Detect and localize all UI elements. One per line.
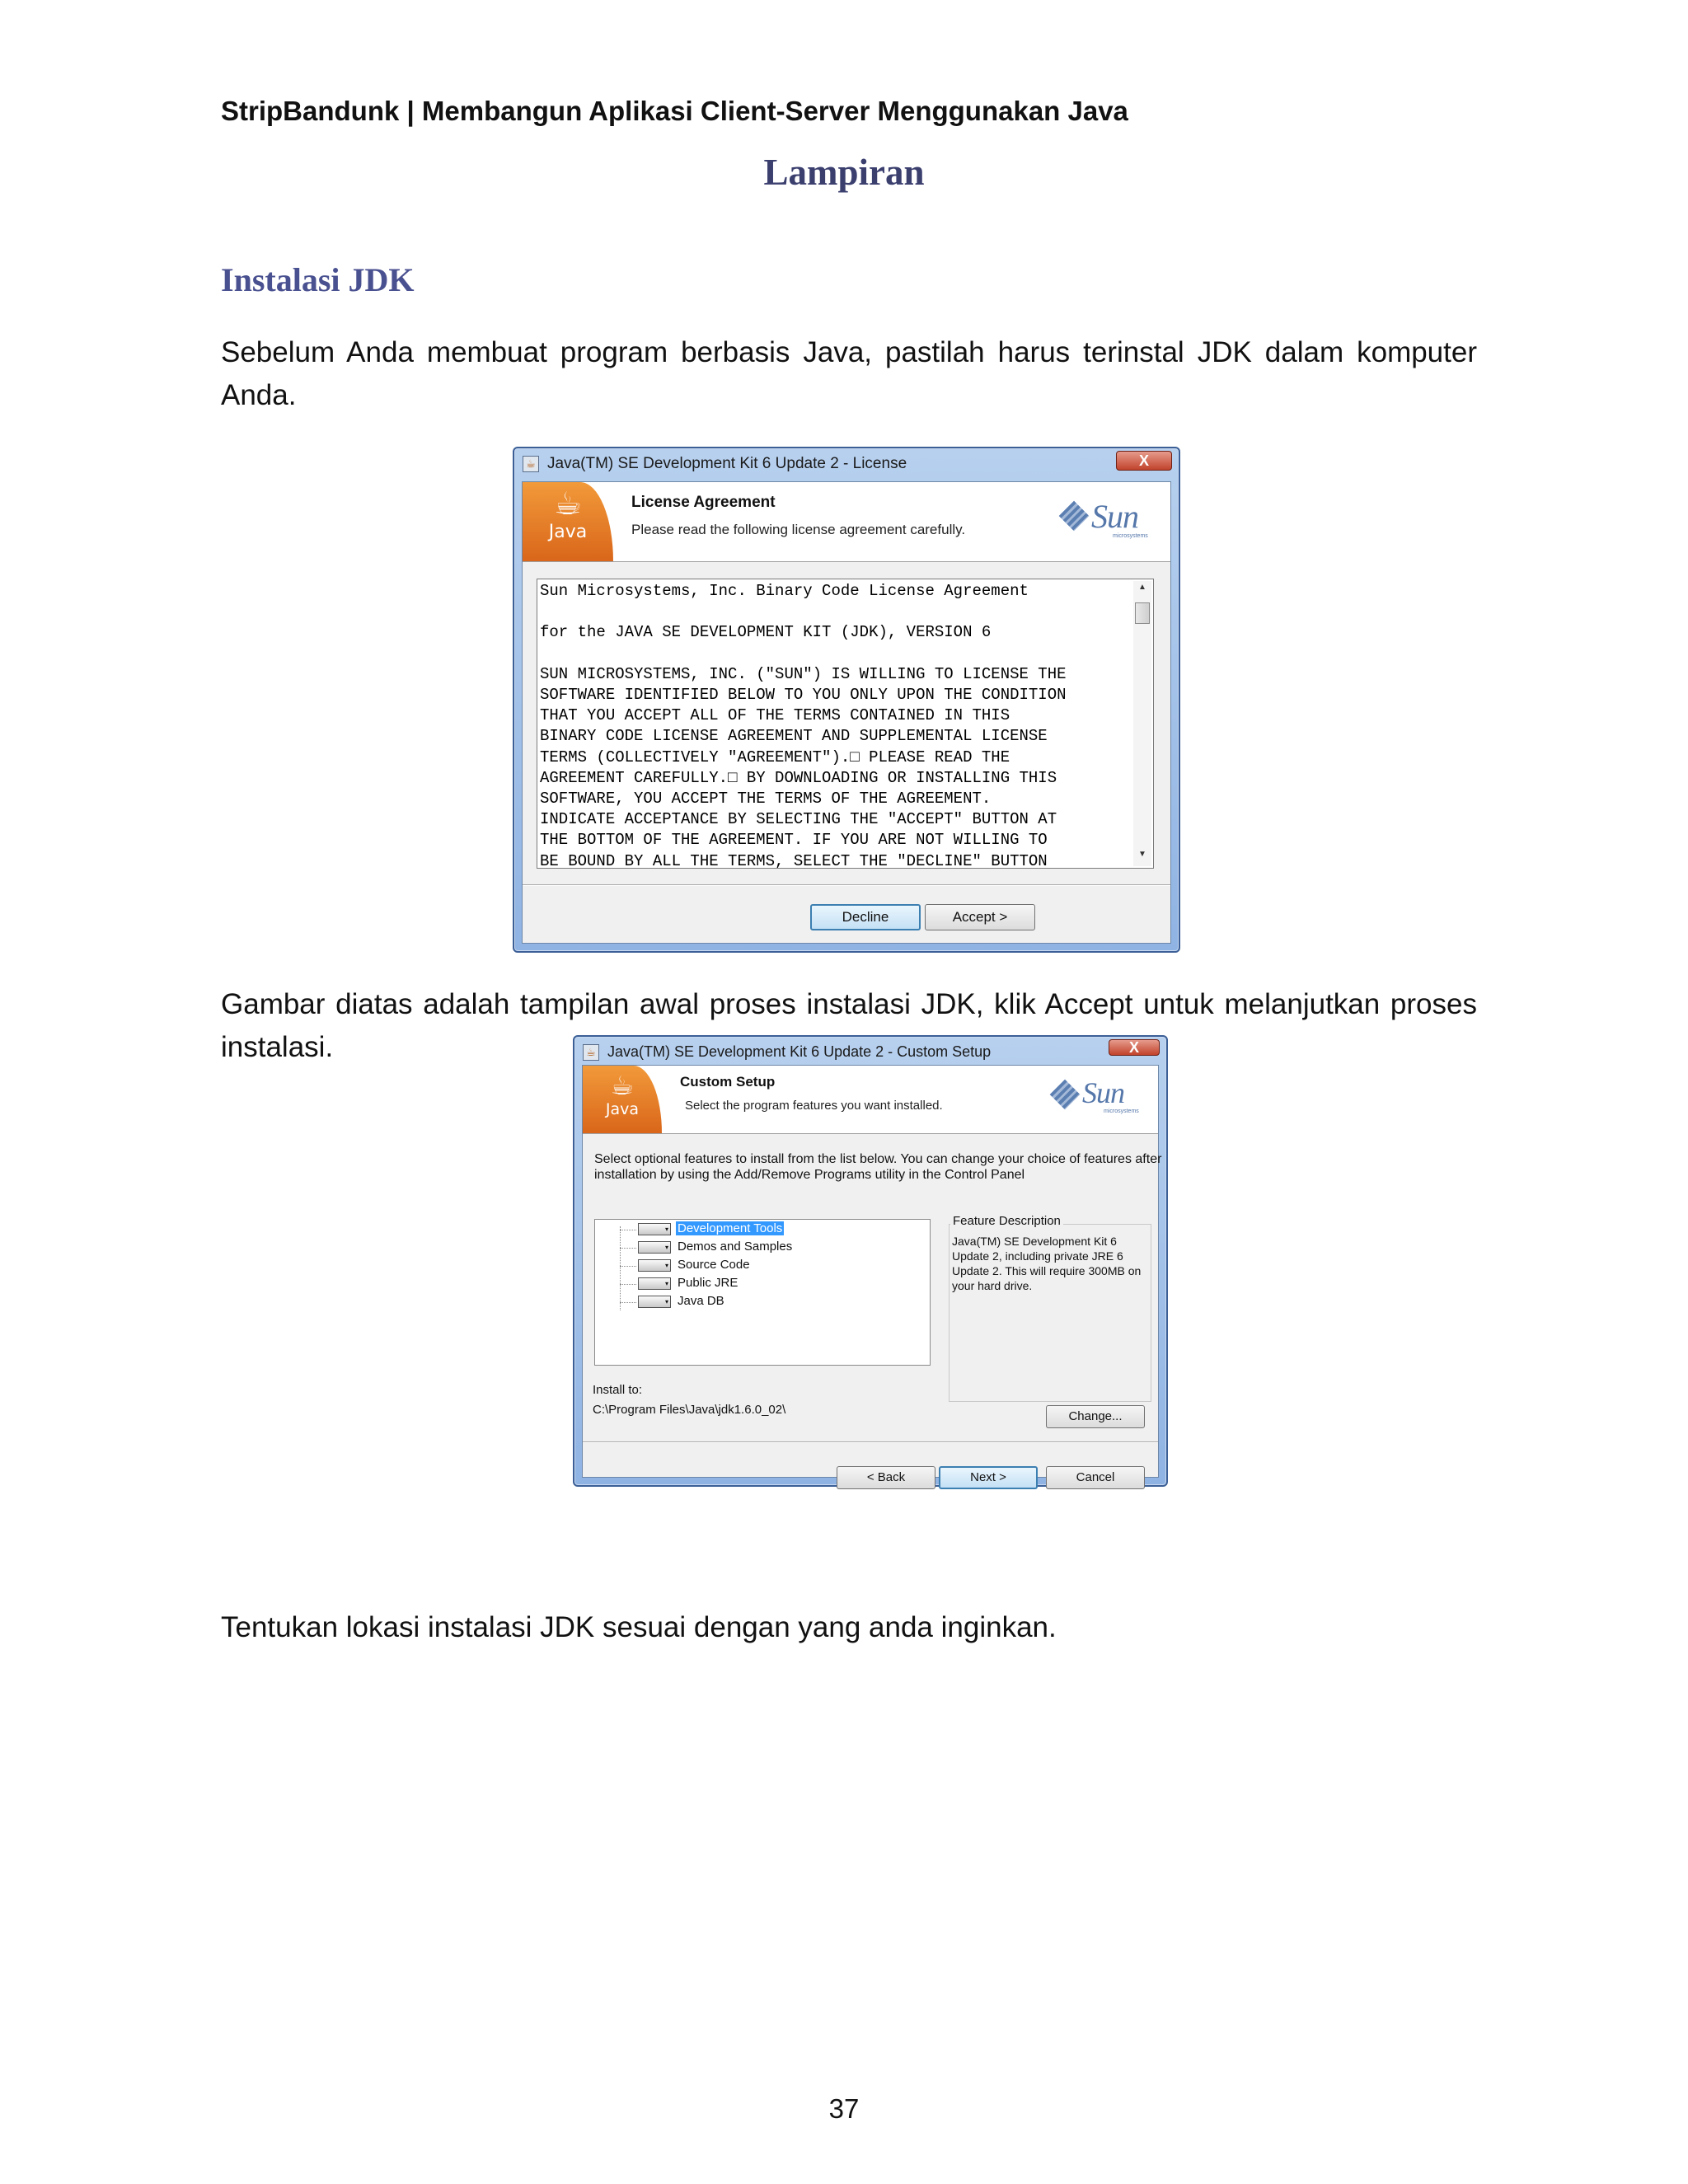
- sun-diamond-icon: [1059, 501, 1090, 532]
- cancel-button[interactable]: Cancel: [1046, 1466, 1145, 1489]
- feature-label: Java DB: [678, 1294, 724, 1308]
- setup-dialog-body: [582, 1065, 1162, 1484]
- paragraph-intro: Sebelum Anda membuat program berbasis Java, pastilah harus terinstal JDK dalam komputer Anda.: [221, 336, 1477, 411]
- sun-logo-text: Sun: [1091, 498, 1138, 535]
- scroll-thumb[interactable]: [1135, 602, 1150, 624]
- section-heading: Instalasi JDK: [221, 261, 415, 298]
- tree-connector: [620, 1284, 636, 1285]
- tree-connector: [620, 1226, 621, 1310]
- feature-description-text: Java(TM) SE Development Kit 6 Update 2, including private JRE 6 Update 2. This will require 300MB on your hard drive.: [952, 1235, 1142, 1292]
- dialog-banner: [523, 482, 1170, 562]
- page-number: 37: [828, 2093, 860, 2124]
- setup-dialog-window: [573, 1035, 1168, 1487]
- back-button[interactable]: < Back: [837, 1466, 935, 1489]
- banner-subtitle: Select the program features you want installed.: [685, 1099, 943, 1113]
- drive-dropdown-icon[interactable]: ▾: [638, 1277, 671, 1290]
- feature-tree[interactable]: [594, 1219, 931, 1366]
- sun-logo-subtext: microsystems: [1104, 1108, 1139, 1114]
- java-logo-text: Java: [605, 1100, 640, 1118]
- close-button[interactable]: X: [1109, 1039, 1160, 1056]
- banner-subtitle: Please read the following license agreement carefully.: [631, 522, 966, 537]
- installer-icon: ☕: [523, 456, 539, 472]
- scroll-up-icon[interactable]: ▲: [1138, 583, 1146, 592]
- feature-label: Source Code: [678, 1258, 750, 1272]
- next-button[interactable]: Next >: [939, 1466, 1038, 1489]
- decline-button[interactable]: Decline: [810, 904, 921, 930]
- java-cup-icon: ☕: [610, 1071, 635, 1100]
- sun-logo-text: Sun: [1082, 1076, 1124, 1109]
- install-to-label: Install to:: [593, 1383, 643, 1397]
- java-logo-text: Java: [548, 522, 588, 542]
- sun-logo: [1063, 499, 1154, 540]
- license-scrollbar[interactable]: [1133, 581, 1151, 866]
- sun-logo-subtext: microsystems: [1113, 533, 1148, 539]
- tree-connector: [620, 1302, 636, 1303]
- tree-connector: [620, 1266, 636, 1267]
- paragraph-location: Tentukan lokasi instalasi JDK sesuai dengan yang anda inginkan.: [221, 1611, 1057, 1643]
- drive-dropdown-icon[interactable]: ▾: [638, 1259, 671, 1272]
- running-header: StripBandunk | Membangun Aplikasi Client-Server Menggunakan Java: [221, 96, 1128, 126]
- drive-dropdown-icon[interactable]: ▾: [638, 1223, 671, 1235]
- install-path: C:\Program Files\Java\jdk1.6.0_02\: [593, 1403, 786, 1417]
- license-dialog-body: [522, 481, 1171, 944]
- paragraph-accept: Gambar diatas adalah tampilan awal proses instalasi JDK, klik Accept untuk melanjutkan proses instalasi.: [221, 988, 1477, 1063]
- setup-description: Select optional features to install from the list below. You can change your choice of features after installation by using the Add/Remove Programs utility in the Control Panel: [594, 1152, 1162, 1182]
- tree-connector: [620, 1248, 636, 1249]
- scroll-down-icon[interactable]: ▼: [1138, 850, 1146, 859]
- chapter-title: Lampiran: [763, 152, 925, 193]
- feature-description-caption: Feature Description: [950, 1214, 1063, 1228]
- license-dialog-title: Java(TM) SE Development Kit 6 Update 2 - License: [547, 455, 907, 472]
- feature-label: Demos and Samples: [678, 1240, 793, 1254]
- java-logo: [523, 482, 613, 561]
- banner-title: License Agreement: [631, 494, 776, 511]
- change-button[interactable]: Change...: [1046, 1405, 1145, 1428]
- setup-dialog-title: Java(TM) SE Development Kit 6 Update 2 - Custom Setup: [607, 1043, 992, 1060]
- accept-button[interactable]: Accept >: [925, 904, 1035, 930]
- java-logo: [583, 1066, 662, 1133]
- button-divider: [583, 1441, 1158, 1443]
- sun-logo: [1054, 1077, 1145, 1118]
- banner-title: Custom Setup: [680, 1074, 776, 1090]
- button-divider: [523, 884, 1170, 886]
- installer-icon: ☕: [583, 1044, 599, 1061]
- license-dialog-titlebar[interactable]: [514, 448, 1179, 481]
- drive-dropdown-icon[interactable]: ▾: [638, 1296, 671, 1308]
- close-button[interactable]: X: [1116, 451, 1172, 471]
- dialog-banner: [583, 1066, 1158, 1134]
- sun-diamond-icon: [1050, 1080, 1081, 1110]
- drive-dropdown-icon[interactable]: ▾: [638, 1241, 671, 1254]
- feature-label: Development Tools: [678, 1221, 783, 1235]
- feature-label: Public JRE: [678, 1276, 738, 1290]
- license-text: Sun Microsystems, Inc. Binary Code License Agreement for the JAVA SE DEVELOPMENT KIT (JDK), VERSION 6 SUN MICROSYSTEMS, INC. ("SUN") IS WILLING TO LICENSE THE SOFTWARE IDENTIFIED BELOW TO YOU ONLY UPON THE CONDITION THAT YOU ACCEPT ALL OF THE TERMS CONTAINED IN THIS BINARY CODE LICENSE AGREEMENT AND SUPPLEMENTAL LICENSE TERMS (COLLECTIVELY "AGREEMENT").□ PLEASE READ THE AGREEMENT CAREFULLY.□ BY DOWNLOADING OR INSTALLING THIS SOFTWARE, YOU ACCEPT THE TERMS OF THE AGREEMENT. INDICATE ACCEPTANCE BY SELECTING THE "ACCEPT" BUTTON AT THE BOTTOM OF THE AGREEMENT. IF YOU ARE NOT WILLING TO BE BOUND BY ALL THE TERMS, SELECT THE "DECLINE" BUTTON: [540, 582, 1067, 869]
- license-text-area[interactable]: [537, 579, 1154, 869]
- license-dialog-window: [513, 447, 1180, 953]
- java-cup-icon: ☕: [553, 487, 583, 522]
